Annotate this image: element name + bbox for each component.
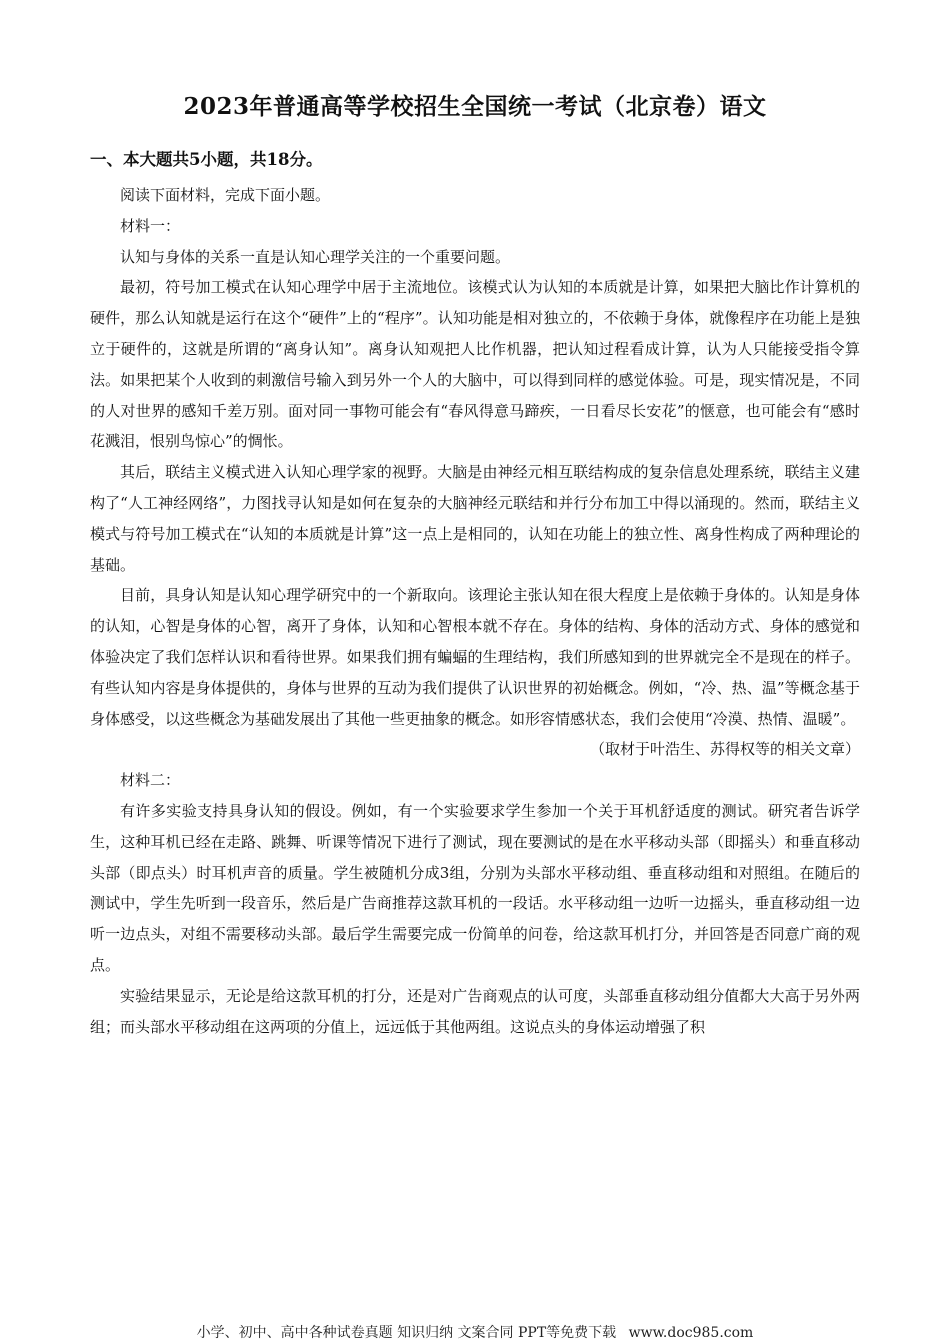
- page-footer: [0, 1322, 950, 1342]
- footer-text: 小学、初中、高中各种试卷真题 知识归纳 文案合同 PPT等免费下载: [196, 1325, 617, 1341]
- material-two-label: 材料二：: [120, 771, 181, 790]
- page-title: 2023年普通高等学校招生全国统一考试（北京卷）语文: [183, 93, 767, 120]
- body-paragraph: 有许多实验支持具身认知的假设。例如，有一个实验要求学生参加一个关于耳机舒适度的测试。研究者告诉学生，这种耳机已经在走路、跳舞、听课等情况下进行了测试，现在要测试的是在水平移动头部（即摇头）和垂直移动头部（即点头）时耳机声音的质量。学生被随机分成3组，分别为头部水平移动组、垂直移动组和对照组。在随后的测试中，学生先听到一段音乐，然后是广告商推荐这款耳机的一段话。水平移动组一边听一边摇头，垂直移动组一边听一边点头，对组不需要移动头部。最后学生需要完成一份简单的问卷，给这款耳机打分，并回答是否同意广商的观点。: [90, 801, 860, 974]
- document-body: [90, 180, 860, 1042]
- material-one-label: 材料一：: [120, 216, 181, 235]
- body-paragraph: 最初，符号加工模式在认知心理学中居于主流地位。该模式认为认知的本质就是计算，如果把大脑比作计算机的硬件，那么认知就是运行在这个“硬件”上的“程序”。认知功能是相对独立的，不依赖于身体，就像程序在功能上是独立于硬件的，这就是所谓的“离身认知”。离身认知观把人比作机器，把认知过程看成计算，认为人只能接受指令算法。如果把某个人收到的刺激信号输入到另外一个人的大脑中，可以得到同样的感觉体验。可是，现实情况是，不同的人对世界的感知千差万别。面对同一事物可能会有“春风得意马蹄疾，一日看尽长安花”的惬意，也可能会有“感时花溅泪，恨别鸟惊心”的惆怅。: [90, 278, 860, 451]
- body-paragraph: 其后，联结主义模式进入认知心理学家的视野。大脑是由神经元相互联结构成的复杂信息处理系统，联结主义建构了“人工神经网络”，力图找寻认知是如何在复杂的大脑神经元联结和并行分布加工中得以涌现的。然而，联结主义模式与符号加工模式在“认知的本质就是计算”这一点上是相同的，认知在功能上的独立性、离身性构成了两种理论的基础。: [90, 463, 860, 574]
- instruction-paragraph: 阅读下面材料，完成下面小题。: [120, 186, 331, 204]
- section-heading: 一、本大题共5小题，共18分。: [90, 150, 323, 169]
- body-paragraph: 认知与身体的关系一直是认知心理学关注的一个重要问题。: [120, 247, 511, 266]
- footer-site-link[interactable]: www.doc985.com: [628, 1325, 754, 1341]
- body-paragraph: 目前，具身认知是认知心理学研究中的一个新取向。该理论主张认知在很大程度上是依赖于身体的。认知是身体的认知，心智是身体的心智，离开了身体，认知和心智根本就不存在。身体的结构、身体的活动方式、身体的感觉和体验决定了我们怎样认识和看待世界。如果我们拥有蝙蝠的生理结构，我们所感知到的世界就完全不是现在的样子。有些认知内容是身体提供的，身体与世界的互动为我们提供了认识世界的初始概念。例如，“冷、热、温”等概念基于身体感受，以这些概念为基础发展出了其他一些更抽象的概念。如形容情感状态，我们会使用“冷漠、热情、温暖”。: [90, 586, 860, 728]
- source-note: （取材于叶浩生、苏得权等的相关文章）: [589, 740, 860, 759]
- body-paragraph: 实验结果显示，无论是给这款耳机的打分，还是对广告商观点的认可度，头部垂直移动组分值都大大高于另外两组；而头部水平移动组在这两项的分值上，远远低于其他两组。这说点头的身体运动增强了积: [90, 986, 860, 1036]
